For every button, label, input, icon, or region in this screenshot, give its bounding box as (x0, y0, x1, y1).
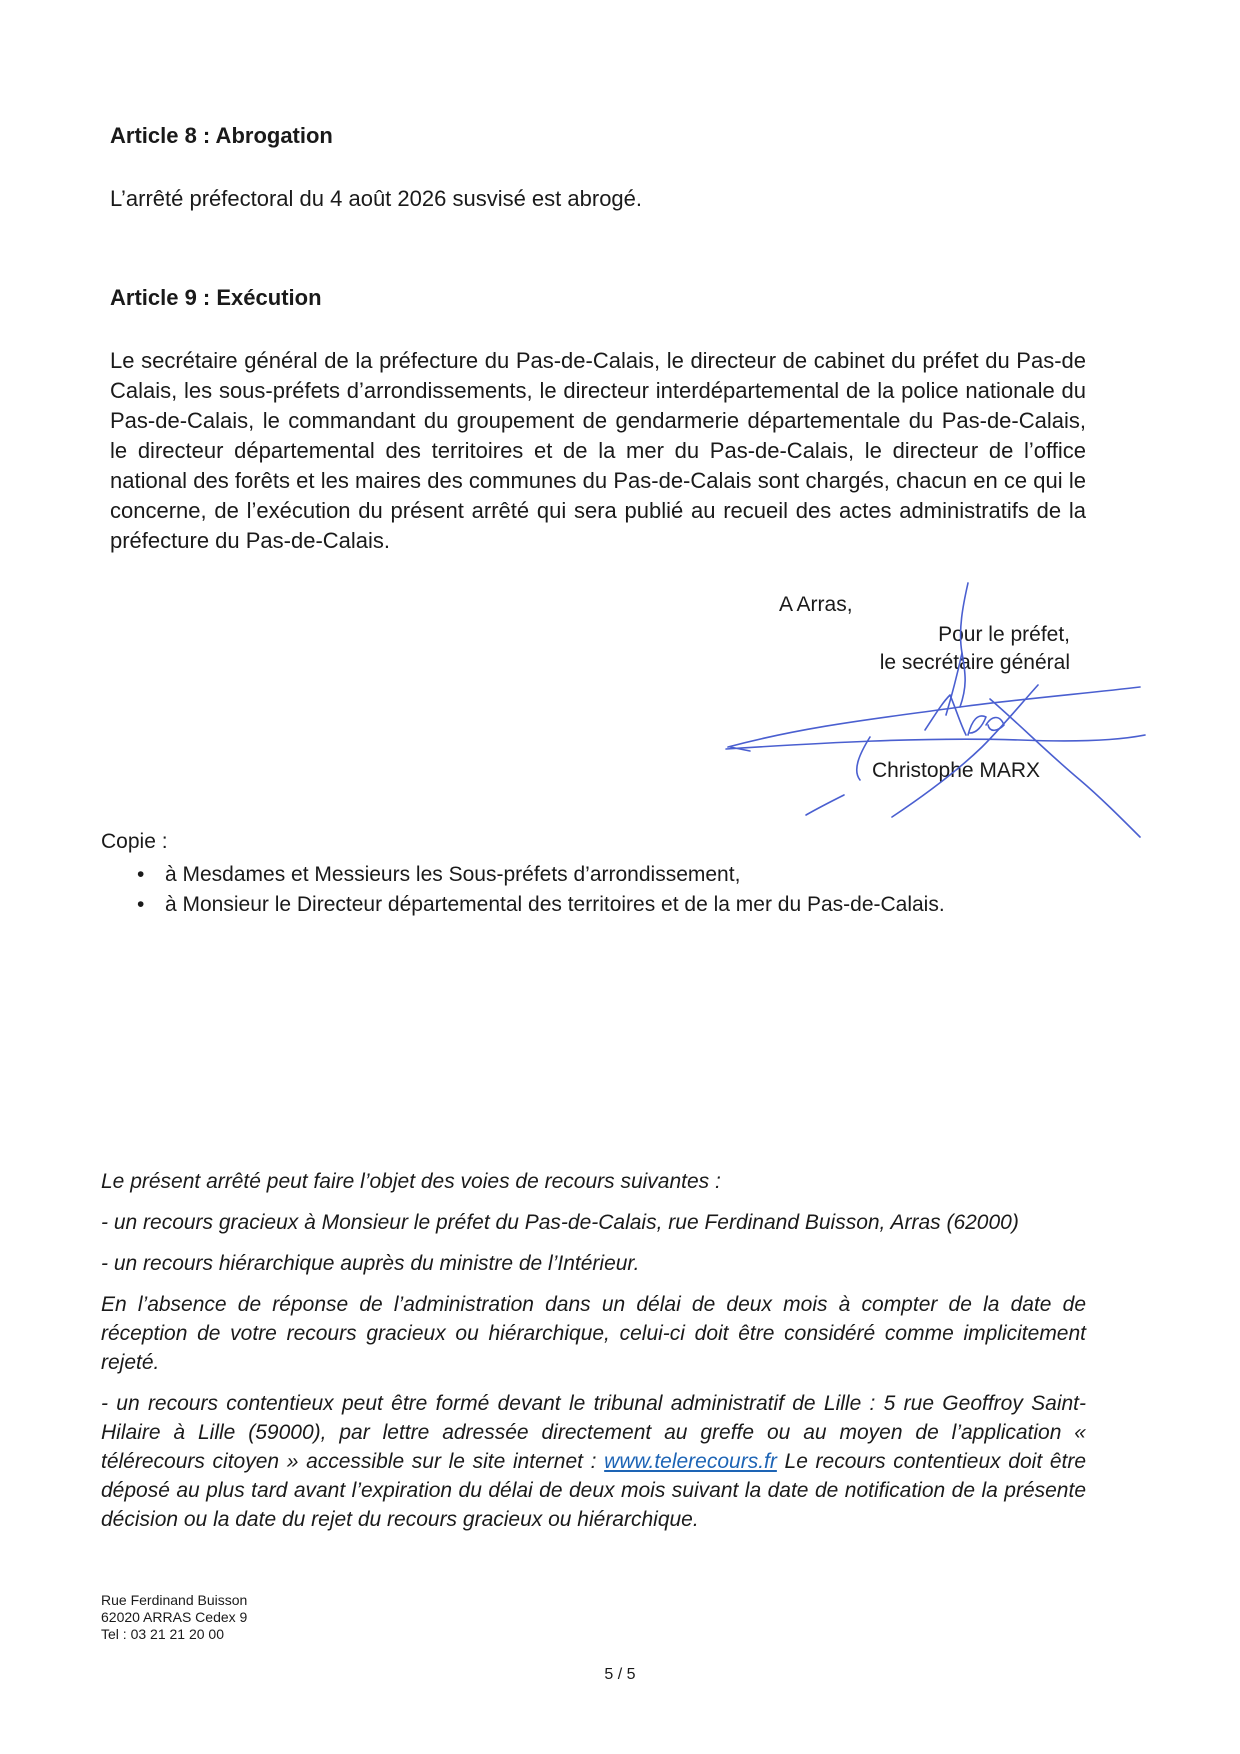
bullet-icon: • (137, 893, 145, 916)
appeal-hierarchique: - un recours hiérarchique auprès du ministre de l’Intérieur. (101, 1252, 640, 1275)
footer-address (101, 1592, 247, 1643)
appeal-contentieux: - un recours contentieux peut être formé devant le tribunal administratif de Lille : 5 rue Geoffroy Saint-Hilaire à Lille (59000), par lettre adressée directement au greffe ou au moyen de l’application « télérecours citoyen » accessible sur le site internet : www.telerecours.fr Le recours contentieux doit être déposé au plus tard avant l’expiration du délai de deux mois suivant la date de notification de la présente décision ou la date du rejet du recours gracieux ou hiérarchique. (101, 1392, 1087, 1531)
appeal-notice (101, 1167, 1086, 1546)
appeal-gracieux: - un recours gracieux à Monsieur le préfet du Pas-de-Calais, rue Ferdinand Buisson, Arras (62000) (101, 1211, 1019, 1234)
signatory-name: Christophe MARX (872, 759, 1041, 782)
appeal-intro: Le présent arrêté peut faire l’objet des voies de recours suivantes : (101, 1170, 721, 1193)
signature-role-line2: le secrétaire général (879, 651, 1070, 674)
page-number: 5 / 5 (604, 1666, 636, 1683)
copy-label: Copie : (101, 830, 168, 853)
phone-number: Tel : 03 21 21 20 00 (101, 1626, 224, 1642)
article-8-heading: Article 8 : Abrogation (110, 123, 333, 148)
article-8-text: L’arrêté préfectoral du 4 août 2026 susvisé est abrogé. (110, 186, 643, 211)
list-item: • à Monsieur le Directeur départemental des territoires et de la mer du Pas-de-Calais. (101, 890, 1101, 920)
signature-role-line1: Pour le préfet, (938, 623, 1070, 646)
copy-list (101, 860, 1101, 920)
address-line: 62020 ARRAS Cedex 9 (101, 1609, 248, 1625)
address-line: Rue Ferdinand Buisson (101, 1592, 248, 1608)
article-9-text: Le secrétaire général de la préfecture du Pas-de-Calais, le directeur de cabinet du préfet du Pas-de Calais, les sous-préfets d’arrondissements, le directeur interdépartemental de la police nationale du Pas-de-Calais, le commandant du groupement de gendarmerie départementale du Pas-de-Calais, le directeur départemental des territoires et de la mer du Pas-de-Calais, le directeur de l’office national des forêts et les maires des communes du Pas-de-Calais sont chargés, chacun en ce qui le concerne, de l’exécution du présent arrêté qui sera publié au recueil des actes administratifs de la préfecture du Pas-de-Calais. (110, 348, 1086, 553)
telerecours-link[interactable]: www.telerecours.fr (604, 1450, 777, 1473)
signature-place: A Arras, (779, 593, 853, 616)
bullet-icon: • (137, 863, 145, 886)
list-item: • à Mesdames et Messieurs les Sous-préfets d’arrondissement, (101, 860, 1101, 890)
handwritten-signature-icon (720, 575, 1160, 845)
appeal-absence: En l’absence de réponse de l’administration dans un délai de deux mois à compter de la date de réception de votre recours gracieux ou hiérarchique, celui-ci doit être considéré comme implicitement rejeté. (101, 1293, 1086, 1374)
article-9-heading: Article 9 : Exécution (110, 285, 322, 310)
